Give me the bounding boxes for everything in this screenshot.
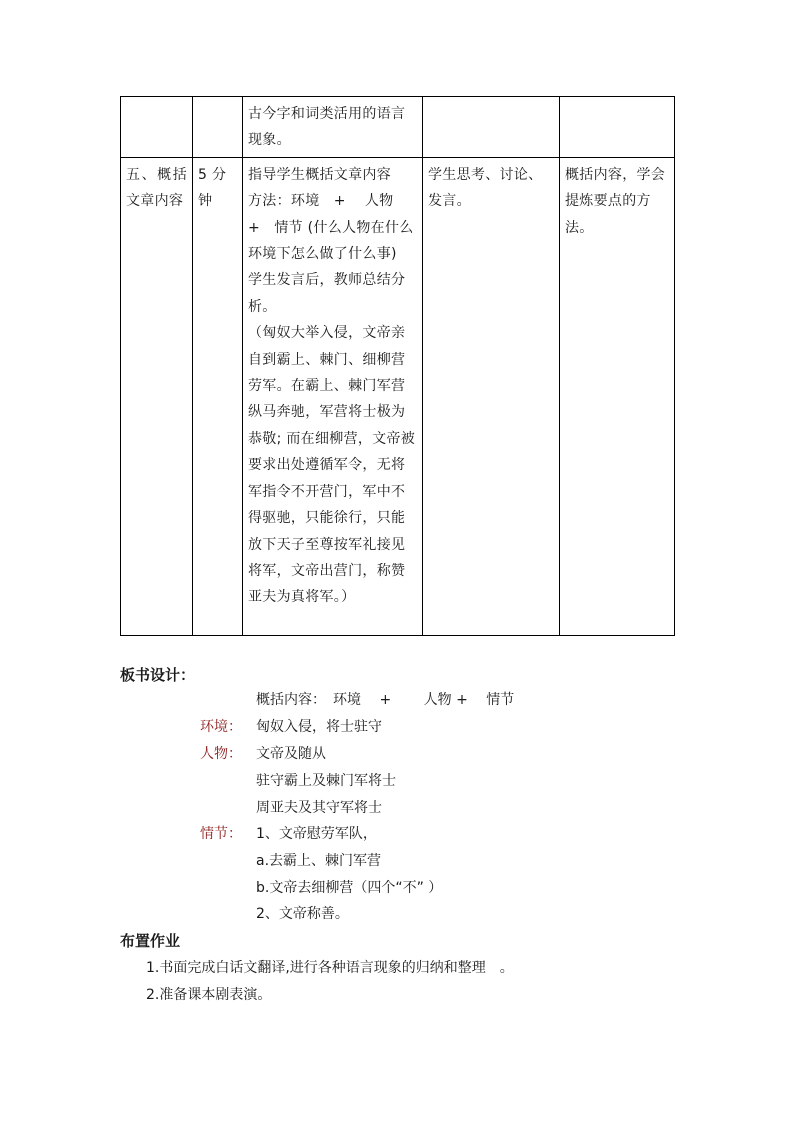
student-activity-text: 学生思考、讨论、发言。 (428, 166, 543, 210)
homework-item: 1.书面完成白话文翻译,进行各种语言现象的归纳和整理 。 (146, 960, 514, 976)
time-cell (193, 157, 243, 635)
board-summary: 概括内容： 环境 + 人物 + 情节 (256, 692, 515, 708)
time-cell (193, 97, 243, 158)
plot-item: 2、文帝称善。 (256, 906, 349, 922)
environment-value: 匈奴入侵，将士驻守 (256, 719, 382, 735)
homework-title: 布置作业 (120, 932, 181, 950)
step-text: 五、概括文章内容 (126, 166, 187, 210)
people-item: 文帝及随从 (256, 746, 326, 762)
plot-item: 1、文帝慰劳军队， (256, 826, 377, 842)
student-activity-cell (423, 157, 560, 635)
teacher-activity-text: 古今字和词类活用的语言现象。 (248, 106, 406, 149)
purpose-cell (560, 97, 675, 158)
teacher-line: 指导学生概括文章内容 (248, 166, 391, 183)
purpose-text: 概括内容，学会提炼要点的方法。 (565, 166, 666, 236)
student-activity-cell (423, 97, 560, 158)
teacher-activity-cell (243, 157, 423, 635)
board-design-title: 板书设计： (120, 666, 196, 684)
table-row (121, 97, 675, 158)
lesson-plan-table (120, 96, 675, 636)
people-item: 驻守霸上及棘门军将士 (256, 773, 396, 789)
plot-item: a.去霸上、棘门军营 (256, 853, 382, 869)
teacher-line: （匈奴大举入侵，文帝亲自到霸上、棘门、细柳营劳军。在霸上、棘门军营纵马奔驰，军营将士极为恭敬; 而在细柳营，文帝被要求出处遵循军令，无将军指令不开营门，军中不得驱驰，只能徐行，只能放下天子至尊按军礼接见将军，文帝出营门，称赞亚夫为真将军。） (248, 325, 416, 606)
step-cell (121, 97, 193, 158)
purpose-cell (560, 157, 675, 635)
teacher-activity-cell (243, 97, 423, 158)
people-item: 周亚夫及其守军将士 (256, 800, 382, 816)
people-label: 人物： (200, 746, 242, 762)
step-cell (121, 157, 193, 635)
environment-label: 环境： (200, 719, 242, 735)
plot-label: 情节： (200, 826, 242, 842)
teacher-line: + 情节 (什么人物在什么环境下怎么做了什么事) (248, 219, 414, 263)
teacher-line: 方法：环境 + 人物 (248, 193, 394, 210)
teacher-line: 学生发言后，教师总结分析。 (248, 272, 406, 315)
homework-item: 2.准备课本剧表演。 (146, 987, 272, 1003)
table-row (121, 157, 675, 635)
time-text: 5 分钟 (198, 166, 227, 210)
plot-item: b.文帝去细柳营（四个“不” ） (256, 880, 443, 896)
